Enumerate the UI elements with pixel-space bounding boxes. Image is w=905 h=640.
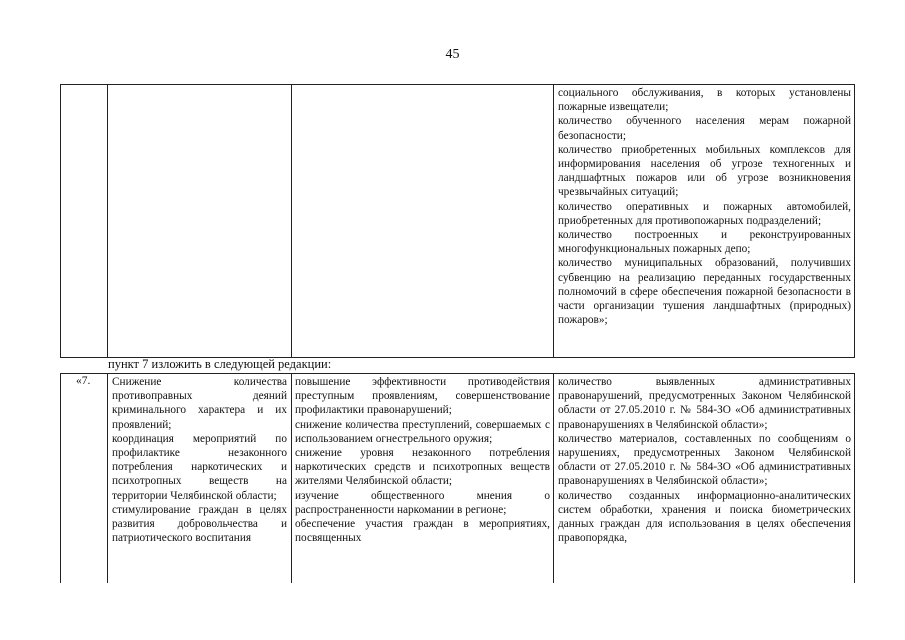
top-table-divider-3 (553, 85, 554, 357)
task-item: изучение общественного мнения о распространенности наркомании в регионе; (295, 489, 550, 516)
bottom-table-divider-2 (291, 374, 292, 583)
amendment-instruction: пункт 7 изложить в следующей редакции: (108, 357, 332, 371)
task-item: повышение эффективности противодействия преступным проявлениям, совершенствование профилактики правонарушений; (295, 376, 550, 417)
goal-item: стимулирование граждан в целях развития добровольчества и патриотического воспитания (112, 503, 287, 545)
top-table-indicators-cell (558, 86, 851, 327)
indicator-item: количество материалов, составленных по сообщениям о нарушениях, предусмотренных Законом Челябинской области от 27.05.2010 г. № 584-ЗО «Об административных правонарушениях в Челябинской области»; (558, 432, 851, 488)
goal-item: координация мероприятий по профилактике незаконного потребления наркотических и психотропных веществ на территории Челябинской области; (112, 432, 287, 502)
tasks-cell (295, 375, 550, 545)
task-item: снижение уровня незаконного потребления наркотических средств и психотропных веществ жителями Челябинской области; (295, 447, 550, 488)
bottom-table (60, 373, 855, 583)
top-table (60, 84, 855, 358)
bottom-table-divider-1 (107, 374, 108, 583)
goal-item: Снижение количества противоправных деяний криминального характера и их проявлений; (112, 376, 287, 431)
indicator-item: социального обслуживания, в которых установлены пожарные извещатели; (558, 87, 851, 114)
page-number: 45 (445, 47, 460, 62)
indicator-item: количество построенных и реконструированных многофункциональных пожарных депо; (558, 229, 851, 256)
indicator-item: количество муниципальных образований, получивших субвенцию на реализацию переданных государственных полномочий в сфере обеспечения пожарной безопасности в части организации тушения ландшафтных (природных) пожаров»; (558, 257, 851, 327)
task-item: обеспечение участия граждан в мероприятиях, посвященных (295, 518, 550, 545)
indicator-item: количество приобретенных мобильных комплексов для информирования населения об угрозе техногенных и ландшафтных пожаров или об угрозе возникновения чрезвычайных ситуаций; (558, 143, 851, 199)
indicator-item: количество оперативных и пожарных автомобилей, приобретенных для противопожарных подразделений; (558, 200, 851, 227)
indicator-item: количество выявленных административных правонарушений, предусмотренных Законом Челябинской области от 27.05.2010 г. № 584-ЗО «Об административных правонарушениях в Челябинской области»; (558, 376, 851, 431)
goals-cell (112, 375, 287, 545)
item-number: «7. (76, 375, 91, 387)
bottom-indicators-cell (558, 375, 851, 545)
task-item: снижение количества преступлений, совершаемых с использованием огнестрельного оружия; (295, 418, 550, 445)
indicator-item: количество созданных информационно-аналитических систем обработки, хранения и поиска биометрических данных граждан для использования в целях обеспечения правопорядка, (558, 489, 851, 545)
indicator-item: количество обученного населения мерам пожарной безопасности; (558, 115, 851, 142)
bottom-table-divider-3 (553, 374, 554, 583)
top-table-divider-2 (291, 85, 292, 357)
top-table-divider-1 (107, 85, 108, 357)
